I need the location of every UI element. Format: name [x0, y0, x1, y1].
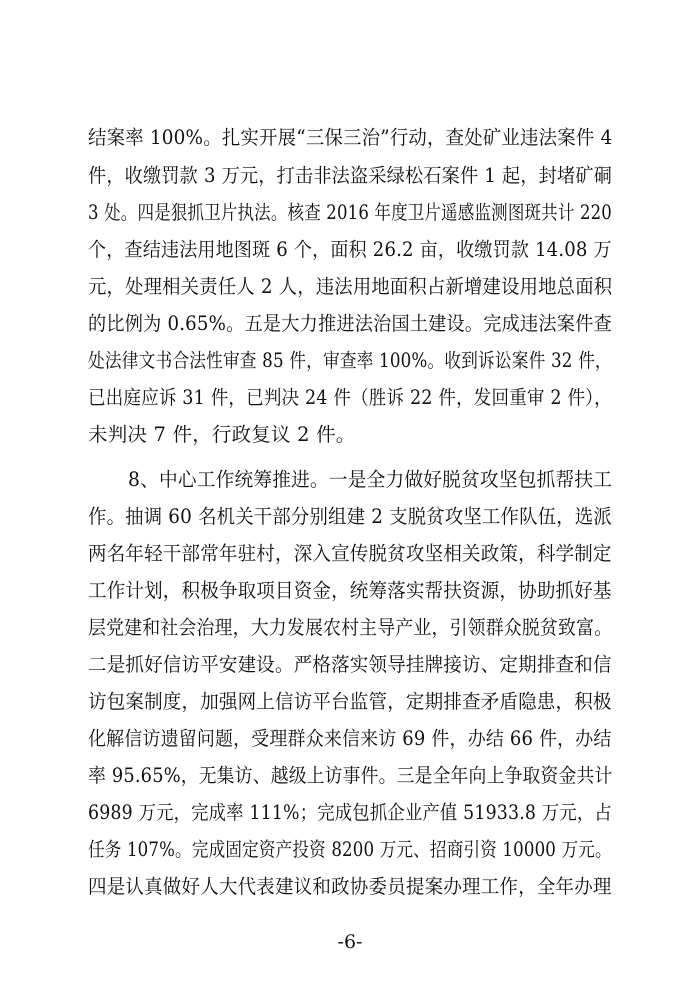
text-line: 两名年轻干部常年驻村，深入宣传脱贫攻坚相关政策，科学制定 — [88, 542, 612, 565]
text-line: 率 95.65%，无集访、越级上访事件。三是全年向上争取资金共计 — [88, 764, 613, 787]
text-line: 3 处。四是狠抓卫片执法。核查 2016 年度卫片遥感监测图斑共计 220 — [88, 201, 612, 224]
text-line: 作。抽调 60 名机关干部分别组建 2 支脱贫攻坚工作队伍，选派 — [88, 505, 612, 528]
page-number: -6- — [337, 931, 363, 953]
text-line: 访包案制度，加强网上信访平台监管，定期排查矛盾隐患，积极 — [88, 690, 612, 713]
text-line: 工作计划，积极争取项目资金，统筹落实帮扶资源，协助抓好基 — [88, 579, 612, 602]
text-line: 处法律文书合法性审查 85 件，审查率 100%。收到诉讼案件 32 件， — [88, 349, 612, 372]
text-line: 个，查结违法用地图斑 6 个，面积 26.2 亩，收缴罚款 14.08 万 — [88, 238, 612, 261]
text-line: 化解信访遗留问题，受理群众来信来访 69 件，办结 66 件，办结 — [88, 727, 612, 750]
text-line: 未判决 7 件，行政复议 2 件。 — [88, 423, 356, 446]
text-line: 结案率 100%。扎实开展“三保三治”行动，查处矿业违法案件 4 — [88, 126, 613, 149]
text-line: 6989 万元，完成率 111%；完成包抓企业产值 51933.8 万元，占 — [88, 801, 612, 824]
text-line: 件，收缴罚款 3 万元，打击非法盗采绿松石案件 1 起，封堵矿硐 — [88, 164, 613, 187]
text-line: 任务 107%。完成固定资产投资 8200 万元、招商引资 10000 万元。 — [88, 838, 612, 861]
text-line: 8、中心工作统筹推进。一是全力做好脱贫攻坚包抓帮扶工 — [128, 468, 613, 491]
text-line: 元，处理相关责任人 2 人，违法用地面积占新增建设用地总面积 — [88, 275, 613, 298]
text-line: 层党建和社会治理，大力发展农村主导产业，引领群众脱贫致富。 — [88, 616, 613, 639]
text-line: 的比例为 0.65%。五是大力推进法治国土建设。完成违法案件查 — [88, 312, 612, 335]
text-line: 二是抓好信访平安建设。严格落实领导挂牌接访、定期排查和信 — [88, 653, 612, 676]
text-line: 已出庭应诉 31 件，已判决 24 件（胜诉 22 件，发回重审 2 件）， — [88, 386, 612, 409]
text-line: 四是认真做好人大代表建议和政协委员提案办理工作，全年办理 — [88, 875, 612, 898]
